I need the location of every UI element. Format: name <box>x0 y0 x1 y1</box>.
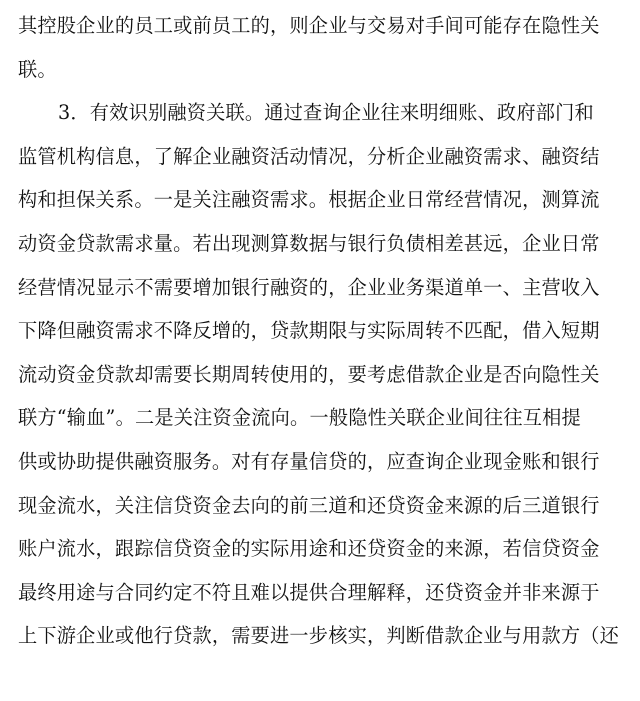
text-line-15: 上下游企业或他行贷款，需要进一步核实，判断借款企业与用款方（还 <box>18 624 620 648</box>
text-line-11: 供或协助提供融资服务。对有存量信贷的，应查询企业现金账和银行 <box>18 449 600 473</box>
text-line-1: 其控股企业的员工或前员工的，则企业与交易对手间可能存在隐性关 <box>18 14 600 37</box>
text-line-12: 现金流水，关注信贷资金去向的前三道和还贷资金来源的后三道银行 <box>18 493 600 517</box>
text-line-2: 联。 <box>18 57 57 81</box>
text-line-8: 下降但融资需求不降反增的，贷款期限与实际周转不匹配，借入短期 <box>18 319 600 343</box>
text-line-6: 动资金贷款需求量。若出现测算数据与银行负债相差甚远，企业日常 <box>18 231 600 255</box>
text-line-3: 3．有效识别融资关联。通过查询企业往来明细账、政府部门和 <box>58 101 594 125</box>
text-line-5: 构和担保关系。一是关注融资需求。根据企业日常经营情况，测算流 <box>18 188 600 212</box>
text-line-7: 经营情况显示不需要增加银行融资的，企业业务渠道单一、主营收入 <box>18 275 600 299</box>
text-line-10: 联方“输血”。二是关注资金流向。一般隐性关联企业间往往互相提 <box>18 406 581 430</box>
text-line-4: 监管机构信息，了解企业融资活动情况，分析企业融资需求、融资结 <box>18 144 600 168</box>
text-line-14: 最终用途与合同约定不符且难以提供合理解释，还贷资金并非来源于 <box>18 580 600 604</box>
text-line-9: 流动资金贷款却需要长期周转使用的，要考虑借款企业是否向隐性关 <box>18 362 600 386</box>
text-line-13: 账户流水，跟踪信贷资金的实际用途和还贷资金的来源，若信贷资金 <box>18 537 600 561</box>
